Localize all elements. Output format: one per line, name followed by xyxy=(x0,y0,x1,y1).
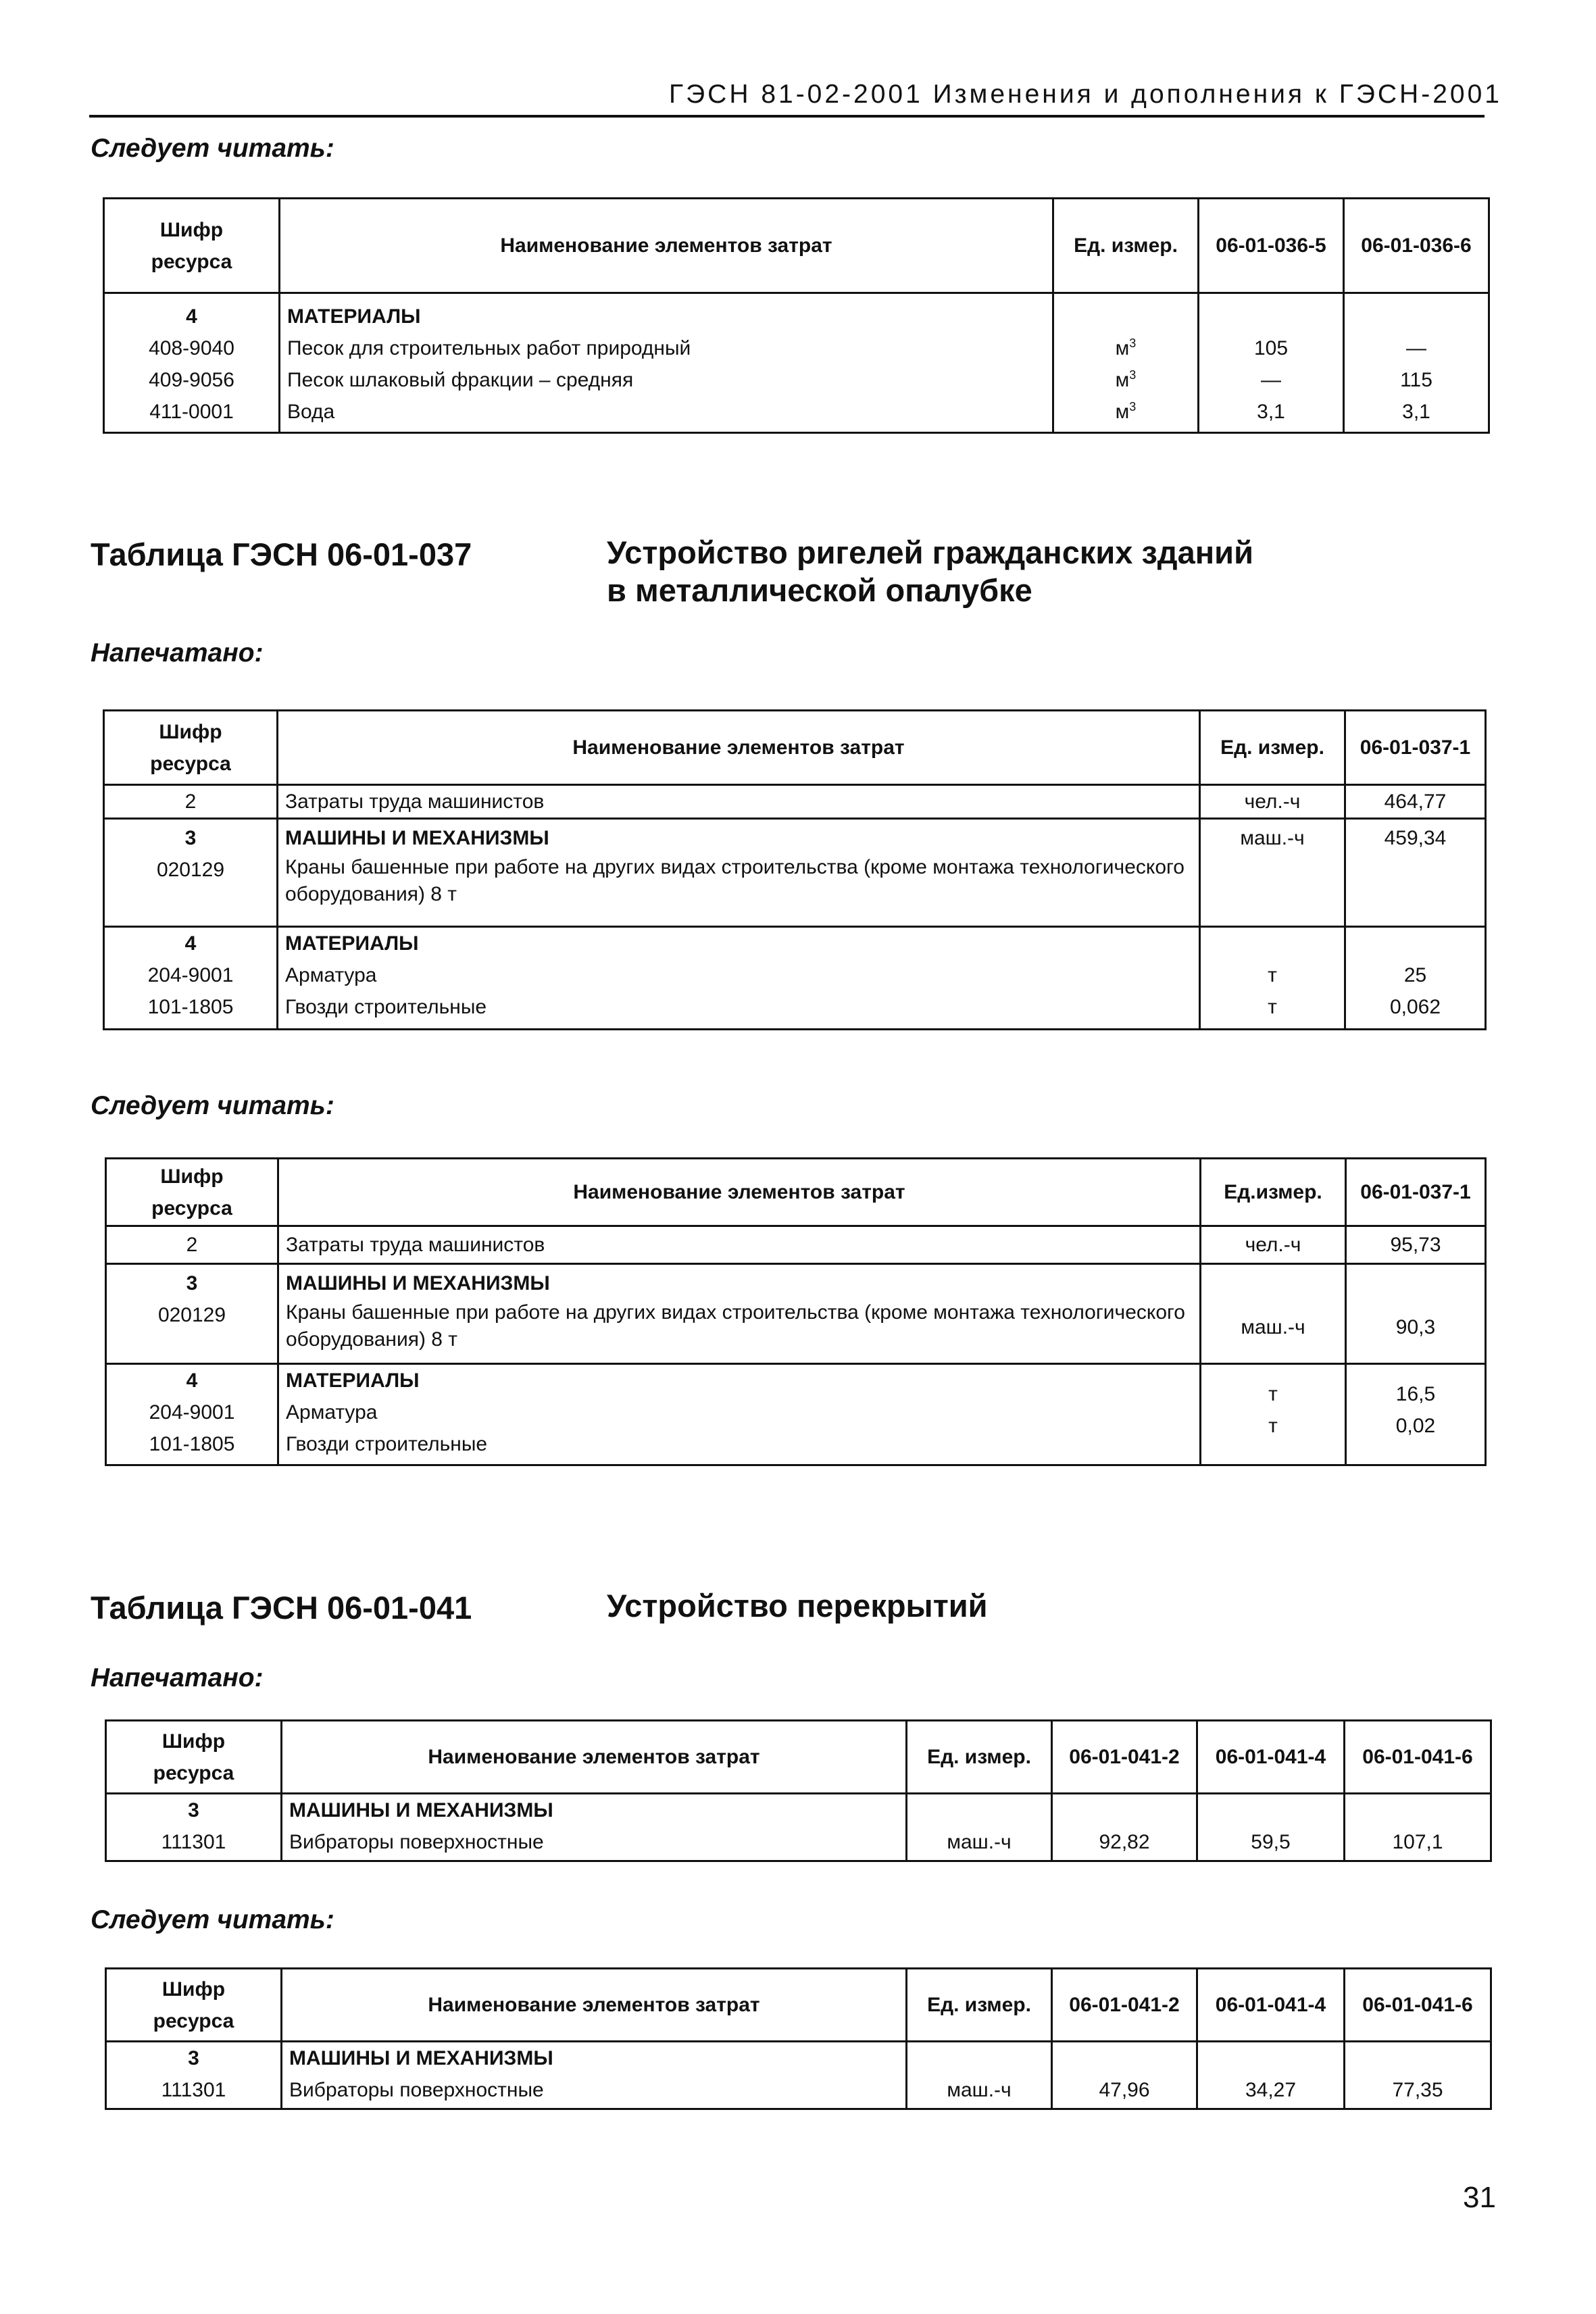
col-code-header: Шифр ресурса xyxy=(106,1721,282,1794)
col-code-header: Шифр ресурса xyxy=(106,1159,278,1226)
printed-label-3: Напечатано: xyxy=(91,1663,264,1692)
norm-value: 25 xyxy=(1403,964,1427,986)
resource-code: 111301 xyxy=(161,1831,226,1853)
norm-value: 47,96 xyxy=(1099,2079,1150,2101)
norm-value: 95,73 xyxy=(1346,1226,1486,1264)
col-code-line2: ресурса xyxy=(151,250,232,273)
norm-value: 107,1 xyxy=(1392,1831,1443,1853)
col-unit-header: Ед.измер. xyxy=(1201,1159,1346,1226)
resource-code: 101-1805 xyxy=(149,1433,235,1455)
group-number: 2 xyxy=(104,785,278,819)
resource-code: 408-9040 xyxy=(149,337,234,359)
col-norm-header: 06-01-041-6 xyxy=(1345,1969,1491,2042)
resource-name: Затраты труда машинистов xyxy=(278,785,1200,819)
table-row xyxy=(104,927,1486,1030)
col-norm-header: 06-01-041-6 xyxy=(1345,1721,1491,1794)
unit-cell: т xyxy=(1268,1415,1278,1437)
table-041-corrected xyxy=(105,1967,1492,2110)
printed-label-2: Напечатано: xyxy=(91,638,264,668)
unit-cell: маш.-ч xyxy=(947,2079,1012,2101)
table-header-row xyxy=(106,1721,1491,1794)
unit-cell: $м^3$ xyxy=(1115,368,1137,391)
group-name: МАТЕРИАЛЫ xyxy=(286,1369,420,1392)
norm-value: 459,34 xyxy=(1345,819,1486,927)
col-unit-header: Ед. измер. xyxy=(1053,199,1199,293)
table-title: Таблица ГЭСН 06-01-041 xyxy=(91,1590,472,1626)
norm-value: — xyxy=(1261,369,1281,391)
resource-code: 020129 xyxy=(156,859,225,881)
table-subject: Устройство перекрытий xyxy=(607,1588,988,1624)
norm-value: 464,77 xyxy=(1345,785,1486,819)
resource-name: Краны башенные при работе на других видах строительства (кроме монтажа технологического оборудования) 8 т xyxy=(285,856,1184,905)
col-code-header: Шифр ресурса xyxy=(106,1969,282,2042)
group-name: МАШИНЫ И МЕХАНИЗМЫ xyxy=(286,1272,550,1294)
col-norm-header: 06-01-036-6 xyxy=(1344,199,1489,293)
resource-name: Арматура xyxy=(285,964,377,986)
group-name: МАШИНЫ И МЕХАНИЗМЫ xyxy=(289,2047,553,2069)
norm-value: 77,35 xyxy=(1392,2079,1443,2101)
group-number: 4 xyxy=(186,1369,198,1392)
resource-code: 204-9001 xyxy=(149,1401,235,1424)
resource-code: 020129 xyxy=(157,1304,226,1326)
norm-value: 0,062 xyxy=(1389,996,1441,1018)
unit-cell: т xyxy=(1268,964,1277,986)
norm-value: 59,5 xyxy=(1251,1831,1291,1853)
unit-cell: маш.-ч xyxy=(1200,819,1345,927)
table-header-row xyxy=(106,1969,1491,2042)
group-number: 3 xyxy=(188,1799,199,1821)
col-unit-header: Ед. измер. xyxy=(1200,711,1345,785)
group-name: МАШИНЫ И МЕХАНИЗМЫ xyxy=(289,1799,553,1821)
norm-value: 105 xyxy=(1253,337,1289,359)
norm-value: 3,1 xyxy=(1257,401,1285,423)
table-row xyxy=(106,1794,1491,1861)
table-title: Таблица ГЭСН 06-01-037 xyxy=(91,536,472,572)
resource-name: Вибраторы поверхностные xyxy=(289,1831,544,1853)
read-as-label-2: Следует читать: xyxy=(91,1091,334,1120)
table-row xyxy=(104,819,1486,927)
unit-cell: т xyxy=(1268,1383,1278,1405)
col-norm-header: 06-01-037-1 xyxy=(1346,1159,1486,1226)
table-header-row xyxy=(104,711,1486,785)
read-as-label-3: Следует читать: xyxy=(91,1905,334,1934)
group-number: 3 xyxy=(188,2047,199,2069)
resource-name: Вода xyxy=(287,401,335,423)
table-row xyxy=(106,1364,1486,1465)
table-row xyxy=(104,785,1486,819)
norm-value: 0,02 xyxy=(1395,1415,1436,1437)
group-number: 4 xyxy=(186,305,197,328)
resource-code: 411-0001 xyxy=(149,401,234,423)
header-rule xyxy=(89,115,1485,118)
table-subject-line: Устройство ригелей гражданских зданий xyxy=(607,534,1253,570)
table-036-corrected xyxy=(103,197,1490,434)
resource-name: Арматура xyxy=(286,1401,378,1424)
col-norm-header: 06-01-037-1 xyxy=(1345,711,1486,785)
resource-code: 111301 xyxy=(161,2079,226,2101)
group-name: МАТЕРИАЛЫ xyxy=(287,305,421,328)
col-name-header: Наименование элементов затрат xyxy=(282,1969,907,2042)
col-unit-header: Ед. измер. xyxy=(907,1721,1052,1794)
table-row xyxy=(104,293,1489,433)
table-037-printed xyxy=(103,709,1487,1030)
unit-cell: маш.-ч xyxy=(1201,1264,1346,1364)
col-code-line1: Шифр xyxy=(159,218,224,241)
unit-cell: чел.-ч xyxy=(1201,1226,1346,1264)
norm-value: 16,5 xyxy=(1395,1383,1436,1405)
table-header-row xyxy=(104,199,1489,293)
table-subject xyxy=(607,534,1253,609)
col-norm-header: 06-01-041-4 xyxy=(1197,1721,1345,1794)
norm-value: 92,82 xyxy=(1099,1831,1150,1853)
norm-value: — xyxy=(1406,337,1426,359)
table-row xyxy=(106,1264,1486,1364)
resource-code: 101-1805 xyxy=(147,996,234,1018)
col-code-header: Шифр ресурса xyxy=(104,711,278,785)
resource-name: Краны башенные при работе на других видах строительства (кроме монтажа технологического оборудования) 8 т xyxy=(286,1301,1185,1351)
col-name-header: Наименование элементов затрат xyxy=(282,1721,907,1794)
unit-cell: маш.-ч xyxy=(947,1831,1012,1853)
resource-name: Гвозди строительные xyxy=(286,1433,488,1455)
norm-value: 3,1 xyxy=(1402,401,1430,423)
col-code-header xyxy=(104,199,280,293)
unit-cell: $м^3$ xyxy=(1115,336,1137,359)
col-norm-header: 06-01-041-4 xyxy=(1197,1969,1345,2042)
group-number: 3 xyxy=(186,1272,198,1294)
running-header: ГЭСН 81-02-2001 Изменения и дополнения к ГЭСН-2001 xyxy=(669,80,1502,109)
col-unit-header: Ед. измер. xyxy=(907,1969,1052,2042)
page-number: 31 xyxy=(1463,2181,1496,2214)
norm-value: 90,3 xyxy=(1346,1264,1486,1364)
group-number: 2 xyxy=(106,1226,278,1264)
resource-name: Песок шлаковый фракции – средняя xyxy=(287,369,634,391)
table-041-printed xyxy=(105,1719,1492,1862)
resource-name: Песок для строительных работ природный xyxy=(287,337,691,359)
unit-cell: $м^3$ xyxy=(1115,400,1137,423)
col-name-header: Наименование элементов затрат xyxy=(278,711,1200,785)
table-row xyxy=(106,2042,1491,2109)
table-header-row xyxy=(106,1159,1486,1226)
col-name-header: Наименование элементов затрат xyxy=(278,1159,1201,1226)
group-number: 3 xyxy=(184,827,197,849)
resource-name: Затраты труда машинистов xyxy=(278,1226,1201,1264)
col-name-header: Наименование элементов затрат xyxy=(280,199,1053,293)
unit-cell: т xyxy=(1268,996,1277,1018)
resource-code: 204-9001 xyxy=(147,964,234,986)
group-name: МАШИНЫ И МЕХАНИЗМЫ xyxy=(285,827,549,849)
table-subject-line: в металлической опалубке xyxy=(607,572,1032,608)
group-number: 4 xyxy=(184,932,197,955)
resource-code: 409-9056 xyxy=(149,369,234,391)
table-037-corrected xyxy=(105,1157,1487,1466)
resource-name: Вибраторы поверхностные xyxy=(289,2079,544,2101)
norm-value: 34,27 xyxy=(1245,2079,1297,2101)
col-norm-header: 06-01-036-5 xyxy=(1199,199,1344,293)
col-norm-header: 06-01-041-2 xyxy=(1052,1721,1197,1794)
table-row xyxy=(106,1226,1486,1264)
norm-value: 115 xyxy=(1400,369,1432,391)
resource-name: Гвозди строительные xyxy=(285,996,487,1018)
read-as-label-1: Следует читать: xyxy=(91,134,334,163)
col-norm-header: 06-01-041-2 xyxy=(1052,1969,1197,2042)
group-name: МАТЕРИАЛЫ xyxy=(285,932,419,955)
unit-cell: чел.-ч xyxy=(1200,785,1345,819)
